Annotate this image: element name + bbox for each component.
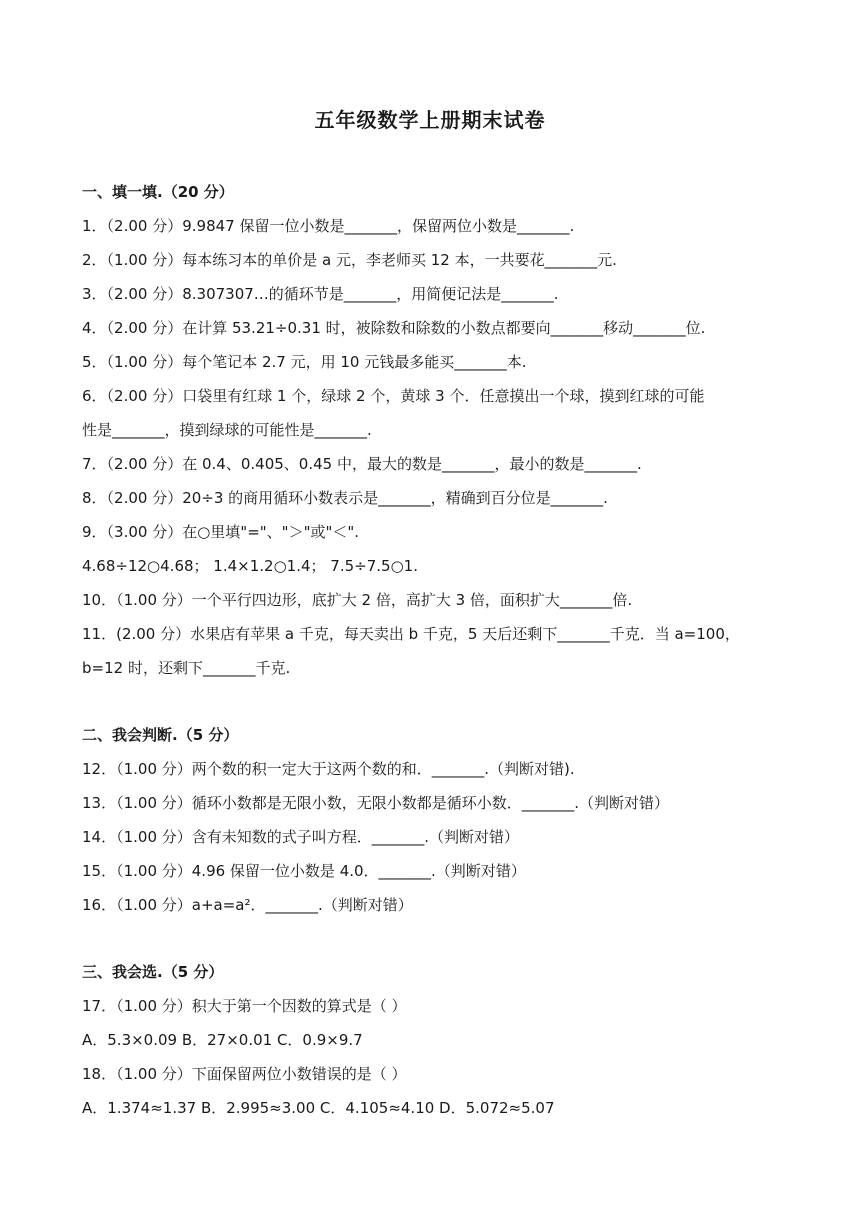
question-line: b=12 时，还剩下_______千克. [82, 659, 291, 677]
question-line: 6．（2.00 分）口袋里有红球 1 个，绿球 2 个，黄球 3 个．任意摸出一个球，摸到红球的可能 [82, 387, 705, 405]
question-line: 7．（2.00 分）在 0.4、0.405、0.45 中，最大的数是_______，最小的数是_______. [82, 455, 642, 473]
question-line: 性是_______，摸到绿球的可能性是_______. [82, 421, 372, 439]
question-line: 14．（1.00 分）含有未知数的式子叫方程．_______.（判断对错） [82, 828, 520, 846]
question-line: A．1.374≈1.37 B．2.995≈3.00 C．4.105≈4.10 D．5.072≈5.07 [82, 1099, 555, 1117]
question-line: 18．（1.00 分）下面保留两位小数错误的是（ ） [82, 1065, 407, 1083]
question-line: 5．（1.00 分）每个笔记本 2.7 元，用 10 元钱最多能买_______本. [82, 353, 527, 371]
question-line: 13．（1.00 分）循环小数都是无限小数，无限小数都是循环小数．_______.（判断对错） [82, 794, 670, 812]
question-line: 9．（3.00 分）在○里填"="、"＞"或"＜". [82, 523, 360, 541]
question-line: 11．(2.00 分）水果店有苹果 a 千克，每天卖出 b 千克，5 天后还剩下_______千克．当 a=100， [82, 625, 740, 643]
question-line: 3．（2.00 分）8.307307…的循环节是_______，用简便记法是_______. [82, 285, 559, 303]
section-heading: 二、我会判断.（5 分） [82, 726, 239, 744]
question-line: A．5.3×0.09 B．27×0.01 C．0.9×9.7 [82, 1031, 363, 1049]
section-heading: 一、填一填.（20 分） [82, 183, 234, 201]
question-line: 10．（1.00 分）一个平行四边形，底扩大 2 倍，高扩大 3 倍，面积扩大_______倍. [82, 591, 633, 609]
question-line: 17．（1.00 分）积大于第一个因数的算式是（ ） [82, 997, 407, 1015]
question-line: 15．（1.00 分）4.96 保留一位小数是 4.0．_______.（判断对错） [82, 862, 526, 880]
question-line: 4．（2.00 分）在计算 53.21÷0.31 时，被除数和除数的小数点都要向_______移动_______位. [82, 319, 706, 337]
question-line: 16．（1.00 分）a+a=a²．_______.（判断对错） [82, 896, 413, 914]
page-title: 五年级数学上册期末试卷 [314, 108, 546, 132]
section-heading: 三、我会选.（5 分） [82, 963, 224, 981]
question-line: 2．（1.00 分）每本练习本的单价是 a 元，李老师买 12 本，一共要花_______元. [82, 251, 617, 269]
question-line: 4.68÷12○4.68； 1.4×1.2○1.4； 7.5÷7.5○1. [82, 557, 418, 575]
question-line: 12．（1.00 分）两个数的积一定大于这两个数的和．_______.（判断对错). [82, 760, 575, 778]
question-line: 8．（2.00 分）20÷3 的商用循环小数表示是_______，精确到百分位是_______. [82, 489, 608, 507]
question-line: 1．（2.00 分）9.9847 保留一位小数是_______，保留两位小数是_______. [82, 217, 575, 235]
